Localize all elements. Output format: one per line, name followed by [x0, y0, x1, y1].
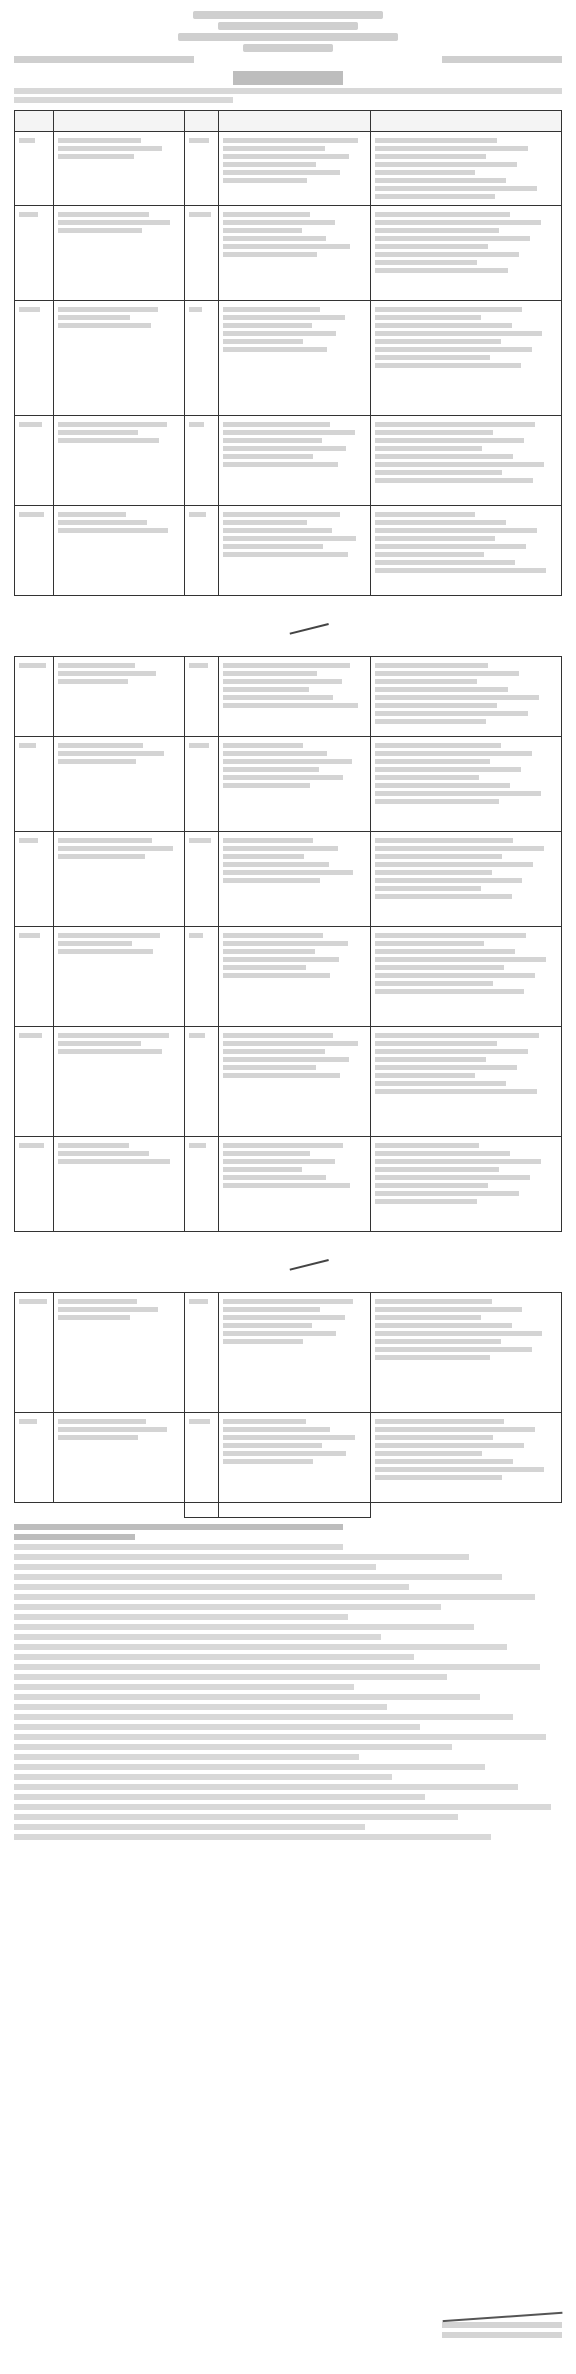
cell-districts	[371, 1413, 562, 1503]
table-row	[15, 832, 562, 927]
cell-districts	[371, 1137, 562, 1232]
column-header	[218, 111, 371, 132]
table-row	[15, 1027, 562, 1137]
cell-qualification	[218, 1413, 371, 1503]
column-header	[371, 111, 562, 132]
cell-post	[53, 301, 184, 416]
table-row	[15, 1293, 562, 1413]
signature-block	[442, 2300, 562, 2342]
cell-no	[15, 416, 54, 506]
cell-qualification	[218, 832, 371, 927]
notice-title	[233, 71, 343, 85]
cell-districts	[371, 927, 562, 1027]
cell-post	[53, 506, 184, 596]
cell-qualification	[218, 1293, 371, 1413]
cell-districts	[371, 832, 562, 927]
instructions-title	[14, 1534, 135, 1540]
signatory-name	[442, 2322, 562, 2328]
cell-districts	[371, 206, 562, 301]
table-row	[15, 416, 562, 506]
cell-post	[53, 416, 184, 506]
cell-districts	[371, 737, 562, 832]
cell-post	[53, 737, 184, 832]
cell-post	[53, 1413, 184, 1503]
cell-districts	[371, 1293, 562, 1413]
table-row	[15, 301, 562, 416]
cell-no	[15, 657, 54, 737]
signatory-designation	[442, 2332, 562, 2338]
table-row	[15, 927, 562, 1027]
cell-no	[15, 301, 54, 416]
cell-count	[185, 832, 219, 927]
cell-count	[185, 737, 219, 832]
total-row	[15, 1503, 562, 1518]
table-row	[15, 206, 562, 301]
cell-qualification	[218, 1137, 371, 1232]
cell-count	[185, 657, 219, 737]
cell-count	[185, 1137, 219, 1232]
recruitment-table	[14, 110, 562, 1518]
table-header-row	[15, 111, 562, 132]
cell-districts	[371, 301, 562, 416]
memo-reference	[14, 56, 194, 63]
cell-qualification	[218, 657, 371, 737]
cell-post	[53, 206, 184, 301]
cell-qualification	[218, 1027, 371, 1137]
cell-qualification	[218, 206, 371, 301]
table-row	[15, 657, 562, 737]
cell-no	[15, 1293, 54, 1413]
cell-no	[15, 206, 54, 301]
cell-post	[53, 132, 184, 206]
table-row	[15, 132, 562, 206]
table-row	[15, 506, 562, 596]
header-line	[218, 22, 358, 30]
table-row	[15, 737, 562, 832]
cell-districts	[371, 506, 562, 596]
cell-post	[53, 657, 184, 737]
cell-qualification	[218, 927, 371, 1027]
cell-qualification	[218, 416, 371, 506]
cell-no	[15, 506, 54, 596]
cell-qualification	[218, 506, 371, 596]
column-header	[53, 111, 184, 132]
office-header	[14, 11, 562, 51]
signature-image	[442, 2296, 563, 2322]
notice-page	[14, 8, 562, 1844]
cell-post	[53, 1293, 184, 1413]
memo-date	[442, 56, 562, 63]
column-header	[185, 111, 219, 132]
table-row	[15, 1413, 562, 1503]
memo-line	[14, 53, 562, 67]
cell-no	[15, 737, 54, 832]
cell-count	[185, 132, 219, 206]
footnote	[14, 1524, 343, 1530]
cell-qualification	[218, 301, 371, 416]
cell-count	[185, 1413, 219, 1503]
cell-no	[15, 1137, 54, 1232]
cell-districts	[371, 1027, 562, 1137]
header-line	[243, 44, 333, 52]
cell-no	[15, 1027, 54, 1137]
column-header	[15, 111, 54, 132]
cell-post	[53, 1027, 184, 1137]
cell-no	[15, 1413, 54, 1503]
cell-count	[185, 1027, 219, 1137]
cell-count	[185, 206, 219, 301]
cell-count	[185, 506, 219, 596]
cell-count	[185, 301, 219, 416]
total-value	[218, 1503, 371, 1518]
instructions-list	[14, 1544, 562, 1840]
cell-post	[53, 1137, 184, 1232]
cell-districts	[371, 416, 562, 506]
intro-text	[14, 88, 562, 110]
instructions-block	[14, 1524, 562, 1840]
cell-post	[53, 832, 184, 927]
cell-count	[185, 1293, 219, 1413]
header-line	[193, 11, 383, 19]
total-label	[185, 1503, 219, 1518]
cell-qualification	[218, 737, 371, 832]
cell-no	[15, 132, 54, 206]
cell-no	[15, 832, 54, 927]
page-break	[15, 1232, 562, 1293]
page-break	[15, 596, 562, 657]
table-row	[15, 1137, 562, 1232]
cell-count	[185, 927, 219, 1027]
header-line	[178, 33, 398, 41]
cell-no	[15, 927, 54, 1027]
cell-post	[53, 927, 184, 1027]
cell-count	[185, 416, 219, 506]
cell-districts	[371, 132, 562, 206]
cell-qualification	[218, 132, 371, 206]
cell-districts	[371, 657, 562, 737]
